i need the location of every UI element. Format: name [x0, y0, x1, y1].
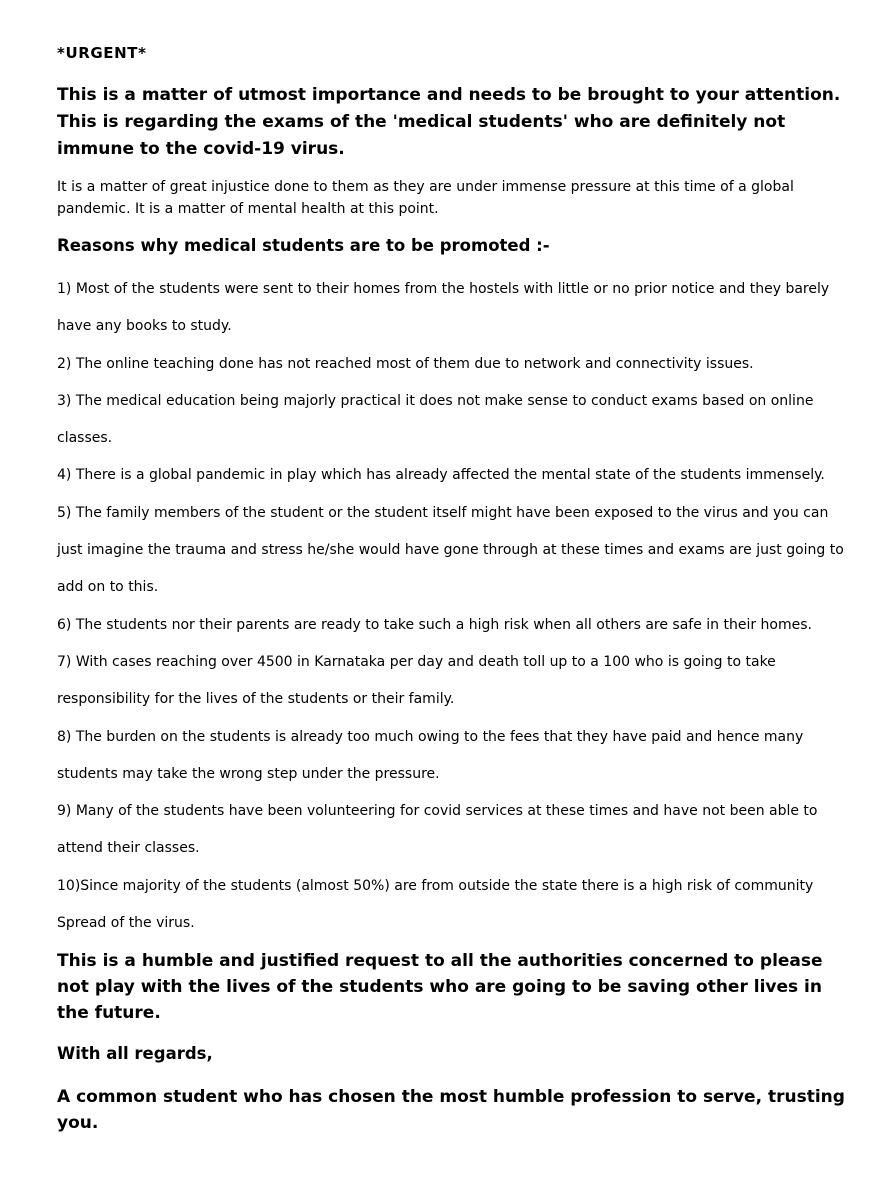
regards-line: With all regards, — [57, 1044, 213, 1063]
urgent-heading: *URGENT* — [57, 44, 147, 62]
reason-item: 6) The students nor their parents are ready to take such a high risk when all others are safe in their homes. — [57, 616, 812, 633]
reason-item: 5) The family members of the student or the student itself might have been exposed to the virus and you can just imagine the trauma and stress he/she would have gone through at these times and exams are just going to add on to this. — [57, 504, 844, 596]
reason-item: 8) The burden on the students is already too much owing to the fees that they have paid and hence many students may take the wrong step under the pressure. — [57, 728, 804, 782]
closing-request: This is a humble and justified request to all the authorities concerned to please not play with the lives of the students who are going to be saving other lives in the future. — [57, 951, 823, 1023]
reason-item: 2) The online teaching done has not reached most of them due to network and connectivity issues. — [57, 355, 754, 372]
signature-line: A common student who has chosen the most humble profession to serve, trusting you. — [57, 1087, 845, 1133]
reason-item: 9) Many of the students have been volunteering for covid services at these times and have not been able to attend their classes. — [57, 803, 818, 857]
reason-item: 3) The medical education being majorly practical it does not make sense to conduct exams based on online classes. — [57, 392, 814, 447]
reasons-list — [57, 271, 857, 942]
reason-item: 1) Most of the students were sent to their homes from the hostels with little or no prior notice and they barely have any books to study. — [57, 281, 830, 335]
reasons-heading: Reasons why medical students are to be promoted :- — [57, 236, 550, 255]
reason-item: 7) With cases reaching over 4500 in Karnataka per day and death toll up to a 100 who is going to take responsibility for the lives of the students or their family. — [57, 653, 776, 708]
reason-item: 4) There is a global pandemic in play which has already affected the mental state of the students immensely. — [57, 467, 825, 484]
reason-item: 10)Since majority of the students (almost 50%) are from outside the state there is a high risk of community Spread of the virus. — [57, 877, 814, 932]
intro-paragraph: It is a matter of great injustice done to them as they are under immense pressure at this time of a global pandemic. It is a matter of mental health at this point. — [57, 179, 794, 217]
intro-statement: This is a matter of utmost importance and needs to be brought to your attention. This is regarding the exams of the 'medical students' who are definitely not immune to the covid-19 virus. — [57, 85, 841, 159]
